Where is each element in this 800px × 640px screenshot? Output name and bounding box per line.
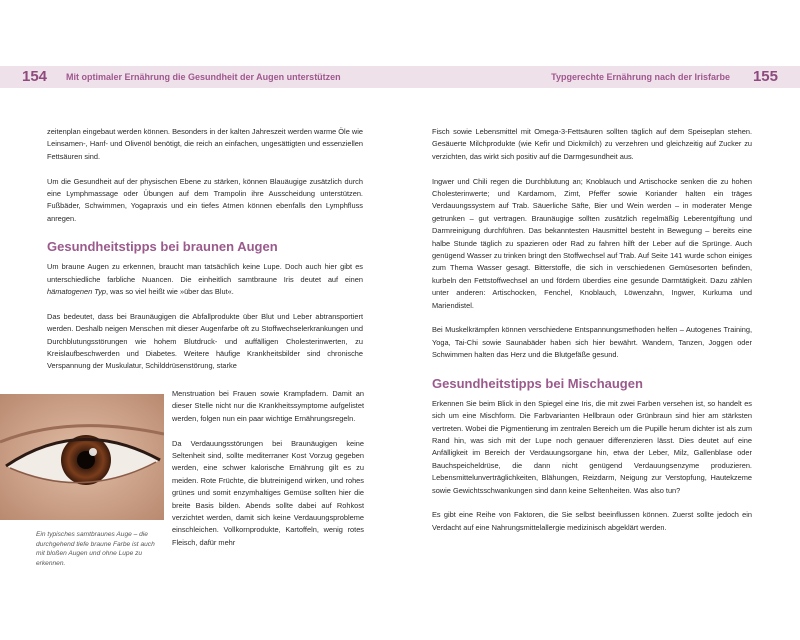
left-page-number: 154 [22, 68, 48, 85]
paragraph: Fisch sowie Lebensmittel mit Omega-3-Fettsäuren sollten täglich auf dem Speiseplan stehen. Gesäuerte Milchprodukte (wie Kefir und Dickmilch) zu verzehren und gleichzeitig auf Zucker zu verzichten, das wirkt sich positiv auf die Darmgesundheit aus. [432, 127, 752, 161]
left-text-column [47, 126, 363, 373]
emphasis: hämatogenen Typ [47, 287, 107, 297]
brown-eye-photo [0, 394, 164, 520]
section-heading-mixed-eyes: Gesundheitstipps bei Mischaugen [432, 375, 643, 391]
paragraph: Bei Muskelkrämpfen können verschiedene Entspannungsmethoden helfen – Autogenes Training, Yoga, Tai-Chi sowie Saunabäder haben sich hier bewährt. Wandern, Tanzen, Joggen oder Schwimmen halten das Herz und die Blutgefäße gesund. [432, 325, 752, 360]
paragraph: Das bedeutet, dass bei Braunäugigen die Abfallprodukte über Blut und Leber abtransportiert werden. Deshalb neigen Menschen mit dieser Augenfarbe oft zu Stoffwechselerkrankungen und Durchblutungsstörungen wie hohem Blutdruck- und auffälligen Cholesterinwerten, zu Kreislaufbeschwerden und Diabetes. Weitere häufige Krankheitsbilder sind chronische Verspannung der Muskulatur, Schilddrüsenstörung, starke [47, 311, 363, 371]
paragraph: Es gibt eine Reihe von Faktoren, die Sie selbst beeinflussen können. Zuerst sollte jedoch ein Verdacht auf eine Nahrungsmittelallergie medizinisch abgeklärt werden. [432, 510, 752, 532]
paragraph: Menstruation bei Frauen sowie Krampfadern. Damit an dieser Stelle nicht nur die Krankheitssymptome aufgelistet werden, folgen nun ein paar wichtige Ernährungsregeln. [172, 389, 364, 423]
paragraph: Ingwer und Chili regen die Durchblutung an; Knoblauch und Artischocke senken die zu hohen Cholesterinwerte; und Kardamom, Zimt, Pfeffer sowie Koriander halten ein träges Verdauungssystem auf Trab. Säuerliche Säfte, Bier und Wein werden – in moderater Menge getrunken – gut vertragen. Braunäugige sollten zusätzlich regelmäßig Leberentgiftung und Darmreinigung durchführen. Das bekanntesten Hausmittel besteht in Bewegung – bereits eine halbe Stunde täglich zu spazieren oder Rad zu fahren hilft der Leber auf die Sprünge. Auch genügend Wasser zu trinken bringt den Stoffwechsel auf Trab. Auf Seite 141 wurde schon einiges zum Thema Wasser gesagt. Bitterstoffe, die sich in verschiedenen Gemüsesorten befinden, kurbeln den Fettstoffwechsel an und fördern überdies eine gesunde Darmtätigkeit. Dazu zählen unter anderen: Artischocken, Fenchel, Knoblauch, Löwenzahn, Ingwer, Kurkuma und Mariendistel. [432, 176, 752, 310]
right-page-number: 155 [752, 68, 778, 85]
paragraph: Erkennen Sie beim Blick in den Spiegel eine Iris, die mit zwei Farben versehen ist, so handelt es sich um eine Mischform. Die Farbvarianten Hellbraun oder Grünbraun sind hier am stärksten vertreten. Wobei die Pigmentierung im zentralen Bereich um die Pupille herum dichter ist als zum Rand hin, was sich mit der Lupe noch genauer differenzieren lässt. Dies deutet auf eine Anfälligkeit im Bereich der Verdauungsorgane hin, etwa der Leber, Milz, Gallenblase oder Bauchspeicheldrüse, die dann nicht genügend Verdauungsenzyme produzieren. Lebensmittelunverträglichkeiten, Blähungen, Reizdarm, Neigung zur Verstopfung, Hautekzeme sowie Gewichtsschwankungen sind dann keine Seltenheiten. Was also tun? [432, 398, 752, 495]
right-running-title: Typgerechte Ernährung nach der Irisfarbe [551, 72, 730, 82]
left-wrap-column [172, 388, 364, 562]
paragraph: Da Verdauungsstörungen bei Braunäugigen keine Seltenheit sind, sollte mediterraner Kost Vorzug gegeben werden, eine schwer kalorische Ernährung gilt es zu meiden. Rote Früchte, die blutreinigend wirken, und rohes grünes und somit enzymhaltiges Gemüse sollten hier die breite Basis bilden. Abends sollte dabei auf Rohkost verzichtet werden, damit sich keine Verdauungsprobleme einschleichen. Vollkornprodukte, Kartoffeln, wenig rotes Fleisch, dafür mehr [172, 438, 364, 547]
right-text-column [432, 126, 752, 547]
left-running-title: Mit optimaler Ernährung die Gesundheit der Augen unterstützen [66, 72, 341, 82]
photo-caption: Ein typisches samtbraunes Auge – die durchgehend tiefe braune Farbe ist auch mit bloßen Augen und ohne Lupe zu erkennen. [36, 531, 155, 567]
section-heading-brown-eyes: Gesundheitstipps bei braunen Augen [47, 239, 278, 255]
paragraph: Um die Gesundheit auf der physischen Ebene zu stärken, können Blauäugige zusätzlich durch eine Lymphmassage oder Übungen auf dem Trampolin ihre Ausscheidung unterstützen. Fußbäder, Schwimmen, Yogapraxis und ein tiefes Atmen können ebenfalls den Lymphfluss anregen. [47, 176, 363, 223]
eye-image [0, 394, 164, 520]
paragraph: Um braune Augen zu erkennen, braucht man tatsächlich keine Lupe. Doch auch hier gibt es unterschiedliche farbliche Nuancen. Die einheitlich samtbraune Iris deutet auf einen hämatogenen Typ, was so viel heißt wie »über das Blut«. [47, 262, 363, 297]
paragraph: zeitenplan eingebaut werden können. Besonders in der kalten Jahreszeit werden warme Öle wie Leinsamen-, Hanf- und Olivenöl benötigt, die reich an einfachen, ungesättigten und essenziellen Fettsäuren sind. [47, 127, 363, 161]
